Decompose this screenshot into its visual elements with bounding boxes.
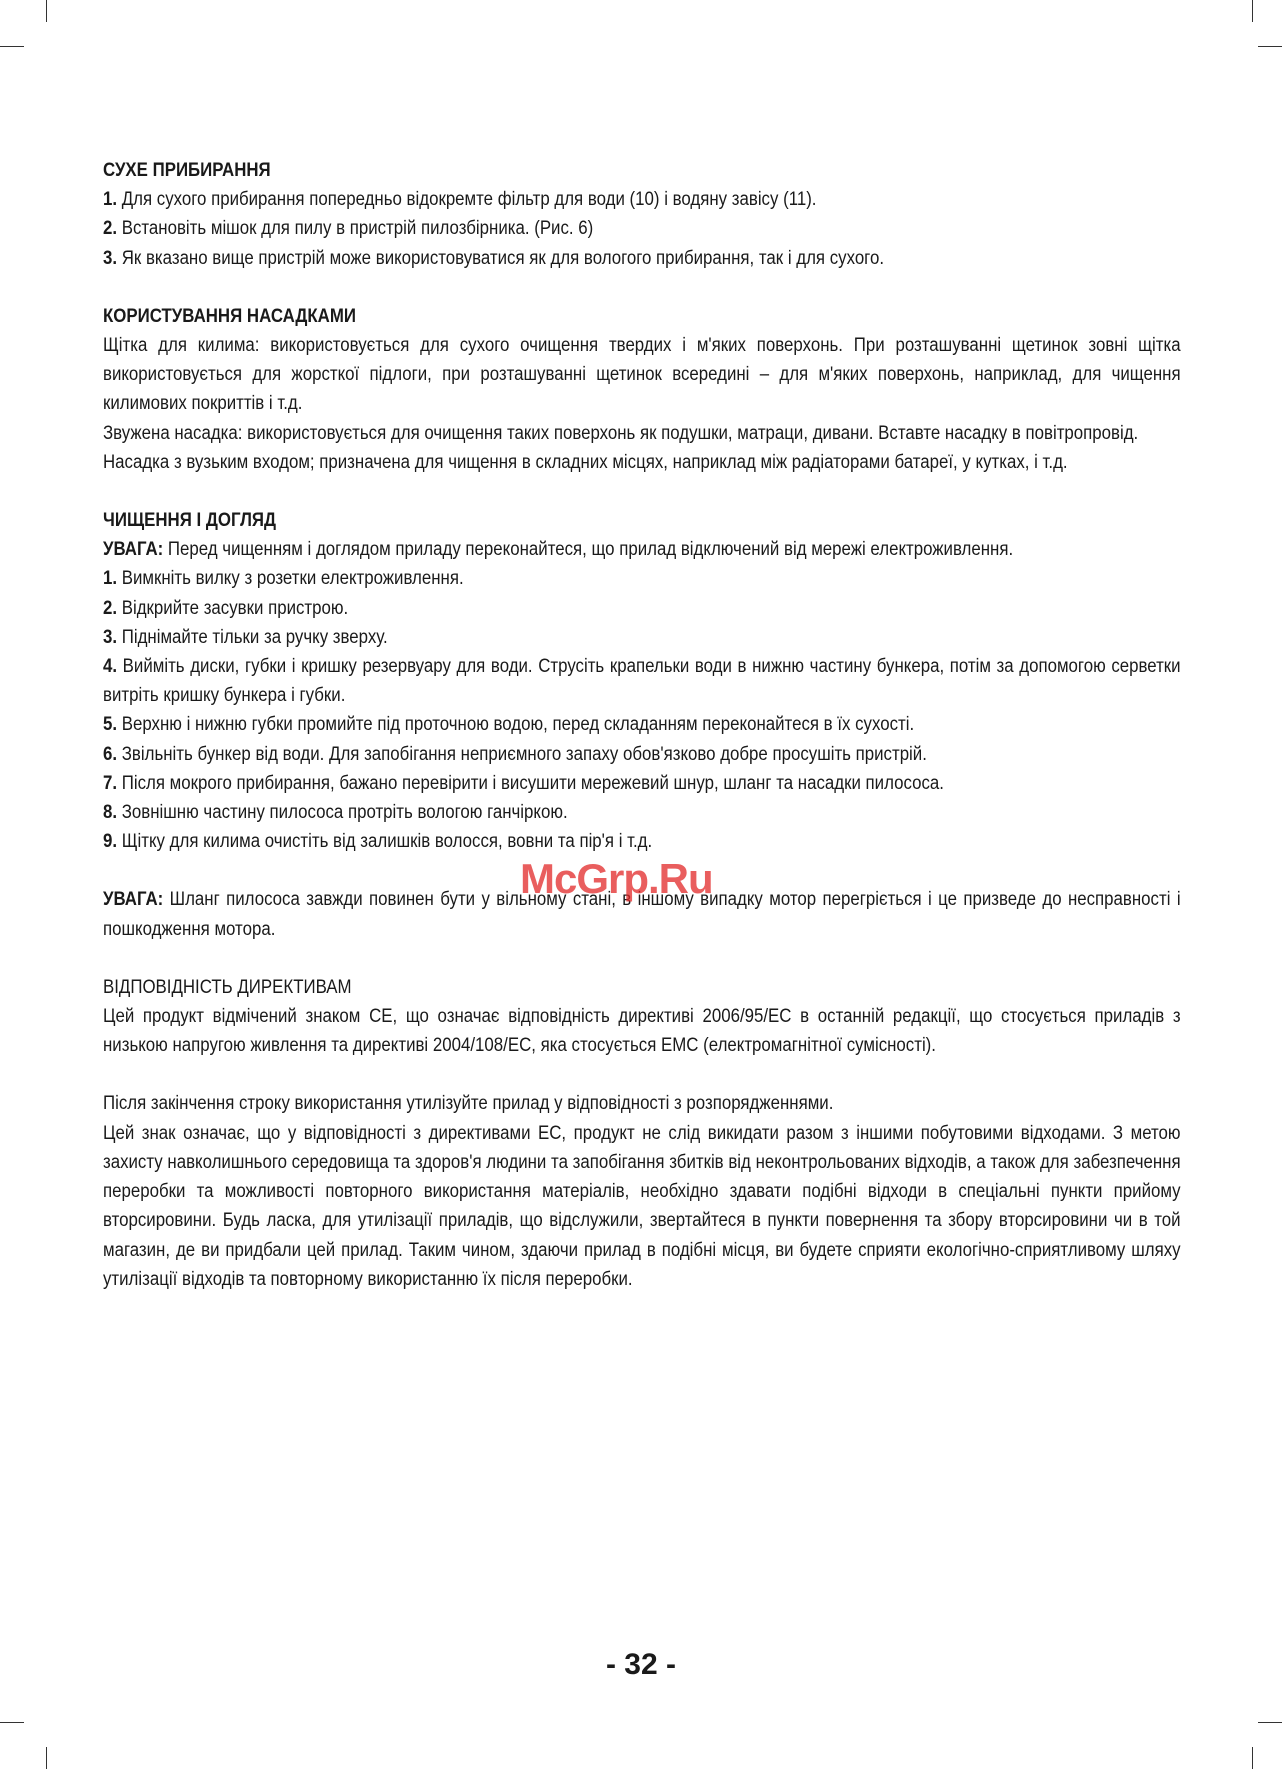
crop-mark-top-left-v [46, 0, 47, 22]
list-item: 5. Верхню і нижню губки промийте під проточною водою, перед складанням переконайтеся в їх сухості. [103, 713, 915, 736]
paragraph: Цей продукт відмічений знаком CE, що означає відповідність директиві 2006/95/EC в останній редакції, що стосується приладів з низькою напругою живлення та директиві 2004/108/EC, яка стосується EMC (електромагнітної сумісності). [103, 1005, 1181, 1057]
paragraph: Щітка для килима: використовується для сухого очищення твердих і м'яких поверхонь. При розташуванні щетинок зовні щітка використовується для жорсткої підлоги, при розташуванні щетинок всередині – для м'яких поверхонь, наприклад, для чищення килимових покриттів і т.д. [103, 334, 1181, 415]
crop-mark-bottom-right-h [1258, 1722, 1282, 1723]
list-item: 2. Встановіть мішок для пилу в пристрій пилозбірника. (Рис. 6) [103, 217, 594, 240]
section-title-nozzles: КОРИСТУВАННЯ НАСАДКАМИ [103, 304, 356, 327]
watermark-logo: McGrp.Ru [520, 855, 713, 902]
list-item: 2. Відкрийте засувки пристрою. [103, 596, 349, 619]
paragraph: Після закінчення строку використання утилізуйте прилад у відповідності з розпорядженнями. [103, 1092, 834, 1115]
warning-paragraph: УВАГА: Перед чищенням і доглядом приладу переконайтеся, що прилад відключений від мережі електроживлення. [103, 538, 1014, 561]
crop-mark-bottom-right-v [1252, 1747, 1253, 1769]
list-item: 8. Зовнішню частину пилососа протріть вологою ганчіркою. [103, 801, 568, 824]
list-item: 3. Як вказано вище пристрій може використовуватися як для вологого прибирання, так і для сухого. [103, 246, 885, 269]
list-item: 3. Піднімайте тільки за ручку зверху. [103, 625, 388, 648]
section-title-dry-cleaning: СУХЕ ПРИБИРАННЯ [103, 159, 271, 181]
section-title-directives: ВІДПОВІДНІСТЬ ДИРЕКТИВАМ [103, 975, 352, 998]
list-item: 6. Звільніть бункер від води. Для запобігання неприємного запаху обов'язково добре просушіть пристрій. [103, 742, 927, 765]
paragraph: Насадка з вузьким входом; призначена для чищення в складних місцях, наприклад між радіаторами батареї, у кутках, і т.д. [103, 450, 1068, 473]
list-item: 1. Вимкніть вилку з розетки електроживлення. [103, 567, 464, 590]
crop-mark-top-right-v [1252, 0, 1253, 22]
list-item: 4. Вийміть диски, губки і кришку резервуару для води. Струсіть крапельки води в нижню частину бункера, потім за допомогою серветки витріть кришку бункера і губки. [103, 655, 1181, 707]
paragraph: Звужена насадка: використовується для очищення таких поверхонь як подушки, матраци, дивани. Вставте насадку в повітропровід. [103, 421, 1139, 444]
section-title-care: ЧИЩЕННЯ І ДОГЛЯД [103, 509, 277, 532]
list-item: 9. Щітку для килима очистіть від залишків волосся, вовни та пір'я і т.д. [103, 830, 653, 853]
list-item: 1. Для сухого прибирання попередньо відокремте фільтр для води (10) і водяну завісу (11). [103, 188, 817, 211]
crop-mark-top-left-h [0, 46, 24, 47]
list-item: 7. Після мокрого прибирання, бажано перевірити і висушити мережевий шнур, шланг та насадки пилососа. [103, 771, 944, 794]
crop-mark-top-right-h [1258, 46, 1282, 47]
page-number: - 32 - [605, 1648, 677, 1681]
warning-paragraph: УВАГА: Шланг пилососа завжди повинен бути у вільному стані, в іншому випадку мотор перегріється і це призведе до несправності і пошкодження мотора. [103, 888, 1181, 940]
paragraph: Цей знак означає, що у відповідності з директивами ЕС, продукт не слід викидати разом з іншими побутовими відходами. З метою захисту навколишнього середовища та здоров'я людини та запобігання збитків від неконтрольованих відходів, а також для забезпечення переробки та можливості повторного використання матеріалів, необхідно здавати подібні відходи в спеціальні пункти прийому вторсировини. Будь ласка, для утилізації приладів, що відслужили, звертайтеся в пункти повернення та збору вторсировини чи в той магазин, де ви придбали цей прилад. Таким чином, здаючи прилад в подібні місця, ви будете сприяти екологічно-сприятливому шляху утилізації відходів та повторному використанню їх після переробки. [103, 1121, 1181, 1290]
crop-mark-bottom-left-h [0, 1722, 24, 1723]
document-body [103, 156, 1181, 1294]
crop-mark-bottom-left-v [46, 1747, 47, 1769]
